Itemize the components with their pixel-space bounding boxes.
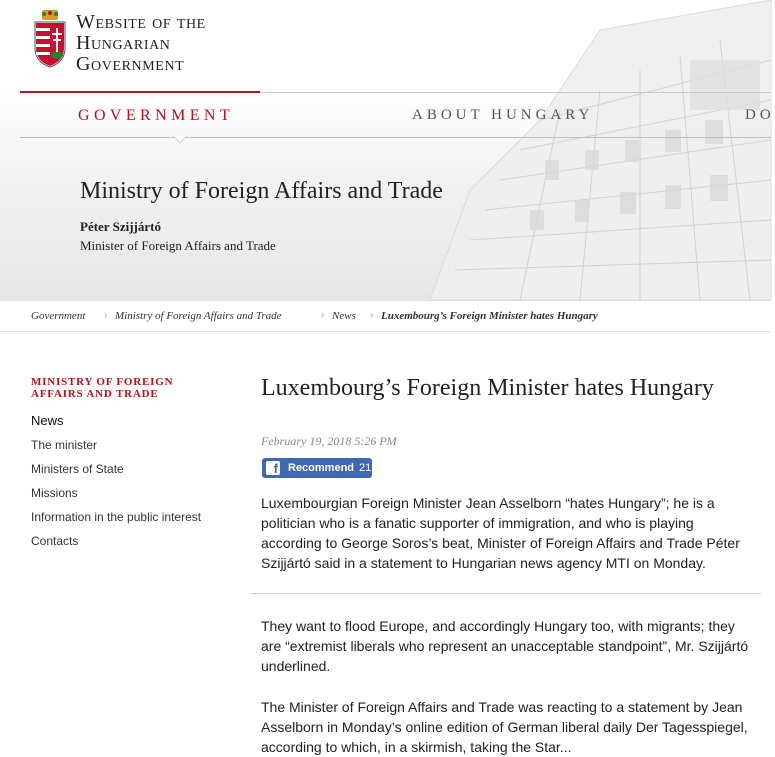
logo-line: Hungarian (76, 32, 171, 54)
sidebar-title[interactable]: MINISTRY OF FOREIGN AFFAIRS AND TRADE (31, 376, 174, 400)
ministry-title: Ministry of Foreign Affairs and Trade (80, 178, 443, 204)
site-logo[interactable] (33, 10, 206, 75)
breadcrumb (0, 300, 771, 332)
nav-item-about-hungary[interactable]: ABOUT HUNGARY (412, 107, 594, 123)
facebook-f-icon: f (266, 461, 280, 475)
site-header (0, 0, 775, 300)
article-paragraph: They want to flood Europe, and accordingly Hungary too, with migrants; they are “extremist liberals who represent an unacceptable standpoint”, Mr. Szijjártó underlined. (261, 618, 749, 674)
minister-name: Péter Szijjártó (80, 219, 161, 234)
sidebar-item-the-minister[interactable]: The minister (31, 438, 98, 452)
article-paragraph: The Minister of Foreign Affairs and Trade was reacting to a statement by Jean Asselborn in Monday’s online edition of German liberal daily Der Tagesspiegel, according to which, in a skirmish, taking the Star... (261, 699, 748, 755)
chevron-right-icon: › (104, 310, 108, 321)
hungarian-coat-of-arms-icon (33, 10, 67, 68)
logo-line: Website of the (76, 11, 206, 33)
sidebar-item-missions[interactable]: Missions (31, 486, 78, 500)
site-logo-text (76, 12, 206, 75)
sidebar-item-public-interest[interactable]: Information in the public interest (31, 510, 202, 524)
article-title: Luxembourg’s Foreign Minister hates Hungary (261, 375, 714, 401)
article-divider (251, 593, 761, 594)
chevron-right-icon: › (370, 310, 374, 321)
sidebar-item-ministers-of-state[interactable]: Ministers of State (31, 462, 124, 476)
breadcrumb-item-current: Luxembourg’s Foreign Minister hates Hungary (381, 310, 598, 322)
article-lead: Luxembourgian Foreign Minister Jean Asselborn “hates Hungary”; he is a politician who is a fanatic supporter of immigration, and who is playing according to George Soros’s beat, Minister of Foreign Affairs and Trade Péter Szijjártó said in a statement to Hungarian news agency MTI on Monday. (261, 495, 740, 571)
minister-role: Minister of Foreign Affairs and Trade (80, 238, 276, 253)
nav-active-caret-inner (174, 136, 186, 142)
breadcrumb-item-ministry[interactable]: Ministry of Foreign Affairs and Trade (115, 310, 282, 322)
article-date: February 19, 2018 5:26 PM (261, 434, 397, 448)
breadcrumb-item-news[interactable]: News (332, 310, 356, 322)
nav-active-indicator (20, 91, 260, 93)
logo-line: Government (76, 53, 185, 75)
sidebar-item-contacts[interactable]: Contacts (31, 534, 79, 548)
nav-divider-bottom (20, 137, 771, 138)
recommend-label: Recommend (288, 462, 355, 474)
facebook-recommend-button[interactable] (262, 458, 372, 478)
nav-item-truncated[interactable]: DO (745, 107, 775, 123)
nav-item-government[interactable]: GOVERNMENT (78, 107, 234, 124)
chevron-right-icon: › (321, 310, 325, 321)
recommend-count: 21 (359, 462, 372, 474)
sidebar-item-news[interactable]: News (31, 413, 64, 428)
breadcrumb-item-government[interactable]: Government (31, 310, 86, 322)
